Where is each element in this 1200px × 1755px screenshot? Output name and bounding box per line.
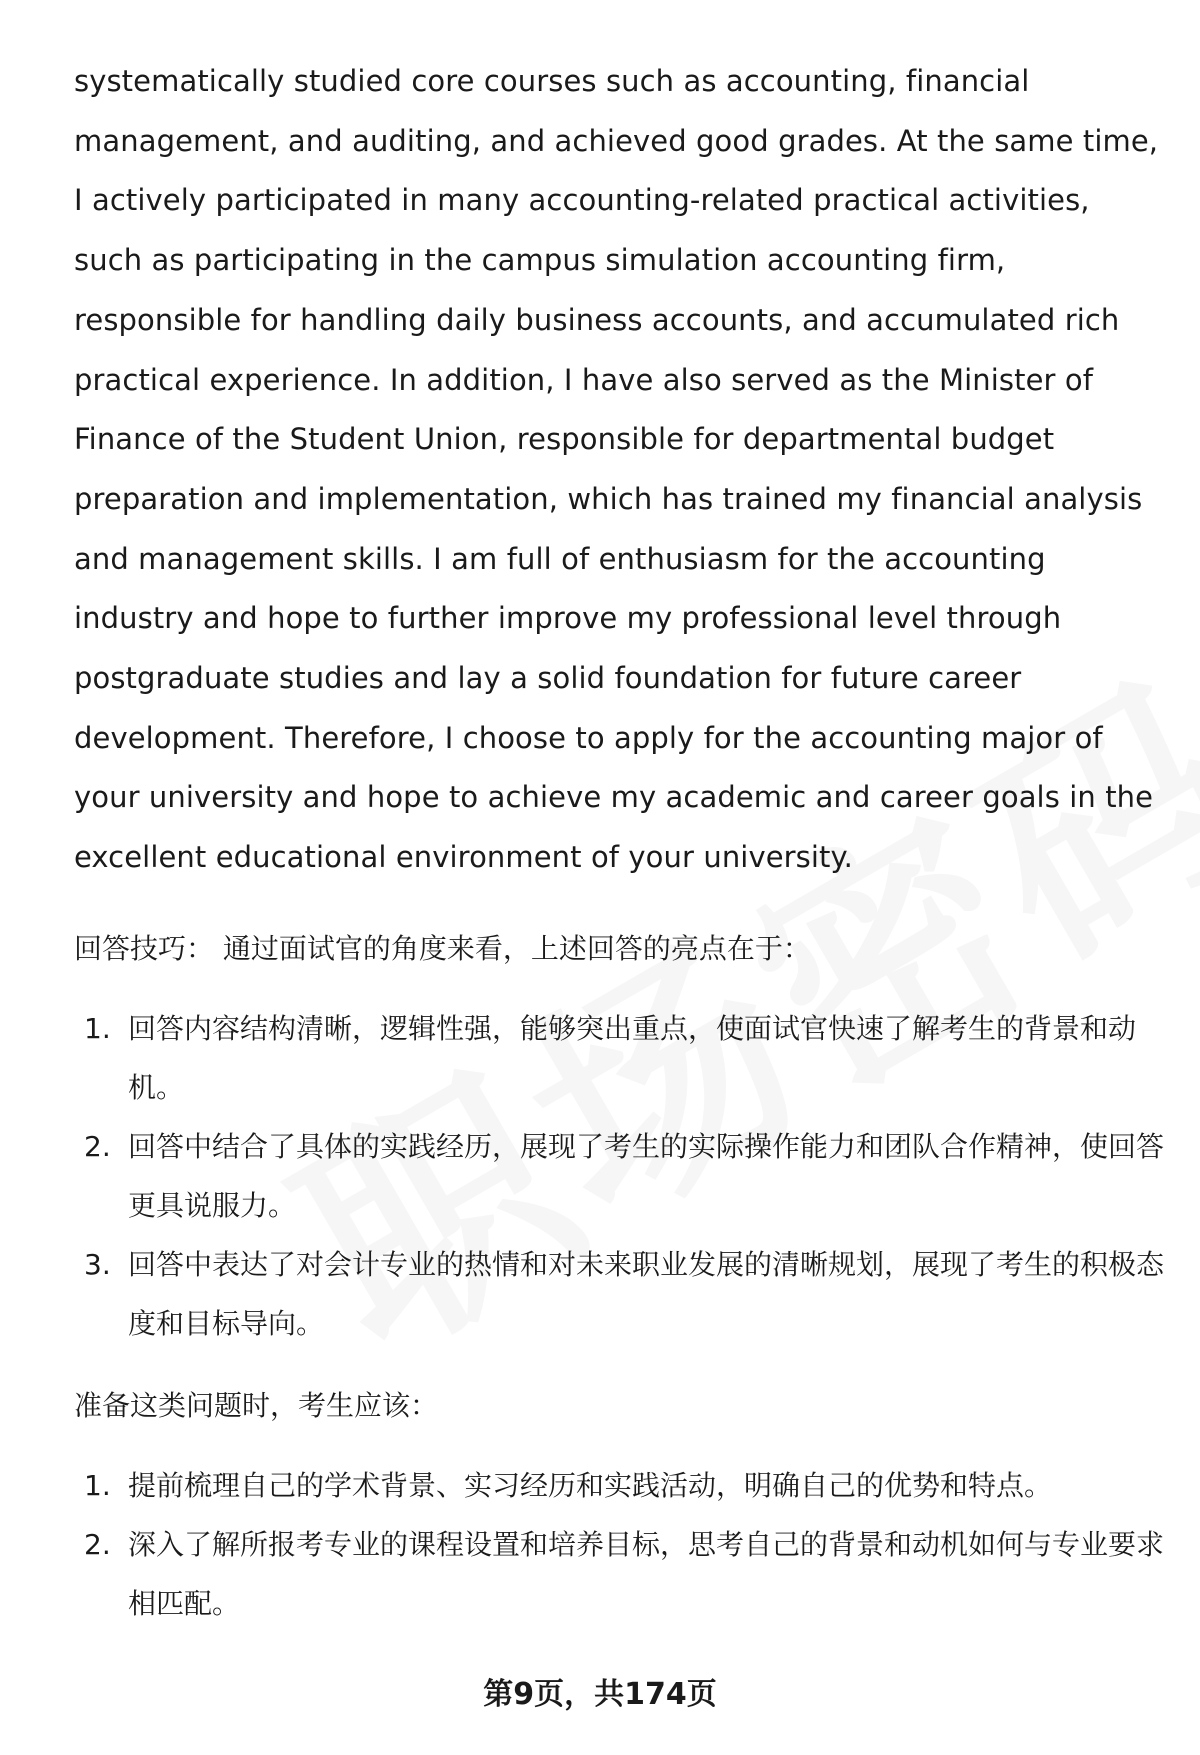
list-item-text: 深入了解所报考专业的课程设置和培养目标，思考自己的背景和动机如何与专业要求相匹配。 bbox=[128, 1527, 1165, 1620]
list-number: 2. bbox=[84, 1129, 111, 1163]
list-number: 3. bbox=[84, 1247, 111, 1281]
list-item-text: 回答中结合了具体的实践经历，展现了考生的实际操作能力和团队合作精神，使回答更具说服力。 bbox=[128, 1129, 1165, 1222]
list-item bbox=[74, 1117, 1164, 1235]
list-number: 2. bbox=[84, 1527, 111, 1561]
list-number: 1. bbox=[84, 1011, 111, 1045]
tips-list bbox=[74, 999, 1164, 1353]
prep-heading: 准备这类问题时，考生应该： bbox=[74, 1388, 439, 1422]
list-item bbox=[74, 999, 1164, 1117]
page-number: 第9页，共174页 bbox=[483, 1677, 717, 1712]
list-item-text: 回答内容结构清晰，逻辑性强，能够突出重点，使面试官快速了解考生的背景和动机。 bbox=[128, 1011, 1137, 1104]
document-page bbox=[74, 52, 1164, 1633]
list-item bbox=[74, 1456, 1164, 1515]
tips-heading: 回答技巧： 通过面试官的角度来看，上述回答的亮点在于： bbox=[74, 931, 811, 965]
list-item-text: 提前梳理自己的学术背景、实习经历和实践活动，明确自己的优势和特点。 bbox=[128, 1468, 1053, 1502]
list-number: 1. bbox=[84, 1468, 111, 1502]
list-item-text: 回答中表达了对会计专业的热情和对未来职业发展的清晰规划，展现了考生的积极态度和目标导向。 bbox=[128, 1247, 1165, 1340]
prep-list bbox=[74, 1456, 1164, 1633]
list-item bbox=[74, 1515, 1164, 1633]
intro-paragraph: systematically studied core courses such as accounting, financial management, and auditing, and achieved good grades. At the same time, I actively participated in many accounting-related practical activities, such as participating in the campus simulation accounting firm, responsible for handling daily business accounts, and accumulated rich practical experience. In addition, I have also served as the Minister of Finance of the Student Union, responsible for departmental budget preparation and implementation, which has trained my financial analysis and management skills. I am full of enthusiasm for the accounting industry and hope to further improve my professional level through postgraduate studies and lay a solid foundation for future career development. Therefore, I choose to apply for the accounting major of your university and hope to achieve my academic and career goals in the excellent educational environment of your university. bbox=[74, 64, 1159, 875]
list-item bbox=[74, 1235, 1164, 1353]
